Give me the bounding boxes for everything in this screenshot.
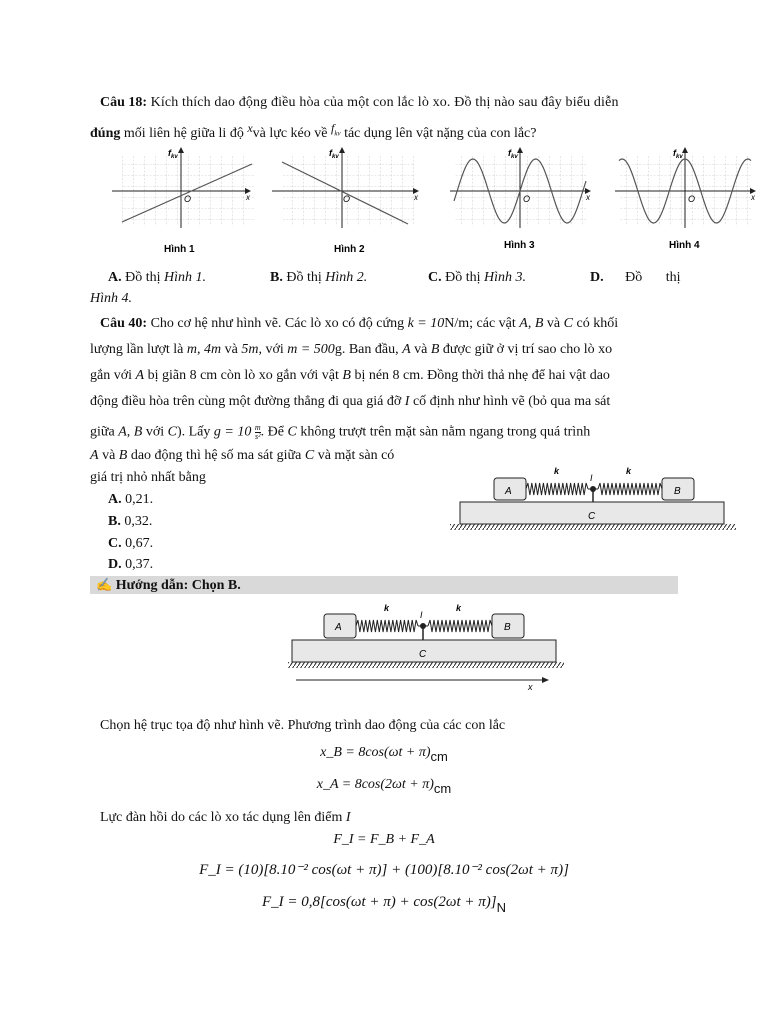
- q18-label: Câu 18:: [100, 95, 148, 110]
- q18-text-2c: tác dụng lên vật nặng của con lắc?: [344, 126, 537, 141]
- equation-fi-expanded: F_I = (10)[8.10⁻² cos(ωt + π)] + (100)[8.10⁻² cos(2ωt + π)]: [199, 862, 569, 878]
- graph-2-caption: Hình 2: [334, 244, 365, 255]
- fig2-label-B: B: [504, 622, 511, 633]
- q18-line-1: [100, 95, 619, 111]
- q18-option-a: A. Đồ thị Hình 1.: [108, 270, 207, 285]
- graph-4-ylabel: $f_{kv}$: [673, 148, 683, 160]
- q18-option-b: B. Đồ thị Hình 2.: [270, 270, 368, 285]
- fig2-label-k2: k: [456, 603, 462, 613]
- spring-right: [598, 483, 662, 495]
- graph-2-ylabel: $f_{kv}$: [329, 148, 339, 160]
- q40-line-6: A và B dao động thì hệ số ma sát giữa C và mặt sàn có: [90, 448, 395, 463]
- graph-4-origin: O: [688, 194, 696, 204]
- graph-3-origin: O: [523, 194, 531, 204]
- graph-4-caption: Hình 4: [669, 240, 700, 251]
- fig2-label-x: x: [528, 682, 533, 692]
- fig1-label-k2: k: [626, 466, 632, 476]
- graph-1-ylabel: $f_{kv}$: [168, 148, 178, 160]
- graph-2-origin: O: [343, 194, 351, 204]
- q18-option-c: C. Đồ thị Hình 3.: [428, 270, 527, 285]
- fig2-label-I: I: [420, 610, 423, 620]
- guide-title: ✍ Hướng dẫn: Chọn B.: [96, 577, 241, 593]
- q18-option-d: D. Đồ thị: [590, 270, 681, 285]
- guide-paragraph-1: Chọn hệ trục tọa độ như hình vẽ. Phương trình dao động của các con lắc: [100, 718, 506, 733]
- graph-3: [450, 148, 591, 251]
- fig2-label-C: C: [419, 649, 427, 660]
- spring-right-2: [428, 620, 492, 632]
- guide-paragraph-2: Lực đàn hồi do các lò xo tác dụng lên điểm I: [100, 810, 351, 825]
- equation-fi-sum: F_I = F_B + F_A: [333, 832, 435, 847]
- q18-var-f: $f_{kv}$: [331, 121, 341, 138]
- q40-answer-c: C. 0,67.: [108, 536, 154, 551]
- unit-fraction: $\frac{m}{\text{s²}}$: [254, 423, 261, 441]
- graph-2-xlabel: x: [414, 193, 418, 202]
- q40-line-3: gắn với A bị giãn 8 cm còn lò xo gắn với vật B bị nén 8 cm. Đồng thời thả nhẹ để hai vật dao: [90, 368, 610, 383]
- graph-1: [112, 148, 254, 255]
- q18-text-2b: và lực kéo về: [252, 126, 328, 141]
- graph-3-ylabel: $f_{kv}$: [508, 148, 518, 160]
- graph-3-caption: Hình 3: [504, 240, 535, 251]
- fig1-label-C: C: [588, 511, 596, 522]
- q18-var-x: x: [247, 121, 253, 135]
- q40-line-5: giữa A, B với C). Lấy g = 10 $\frac{m}{\text{s²}}$. Để C không trượt trên mặt sàn nằm ngang trong quá trình: [90, 423, 591, 441]
- fig2-label-A: A: [335, 622, 342, 633]
- spring-left-2: [356, 620, 418, 632]
- fig2-label-k1: k: [384, 603, 390, 613]
- q18-text-1: Kích thích dao động điều hòa của một con lắc lò xo. Đồ thị nào sau đây biểu diễn: [150, 95, 619, 110]
- q40-line-7: giá trị nhỏ nhất bằng: [90, 470, 206, 485]
- guide-figure: [286, 600, 576, 692]
- equation-fi-result: F_I = 0,8[cos(ωt + π) + cos(2ωt + π)]N: [262, 894, 506, 915]
- q18-graphs: [100, 142, 755, 260]
- pen-icon: ✍: [96, 577, 113, 592]
- q18-line-2: [90, 121, 537, 142]
- fig1-label-A: A: [505, 486, 512, 497]
- fig1-label-k1: k: [554, 466, 560, 476]
- graph-1-xlabel: x: [246, 193, 250, 202]
- equation-xb: x_B = 8cos(ωt + π)cm: [320, 745, 448, 764]
- equation-xa: x_A = 8cos(2ωt + π)cm: [316, 777, 452, 796]
- fig1-label-I: I: [590, 473, 593, 483]
- q40-answer-d: D. 0,37.: [108, 557, 154, 572]
- q18-text-2a: mối liên hệ giữa li độ: [123, 126, 244, 141]
- graph-4: [615, 148, 756, 251]
- q40-answer-b: B. 0,32.: [108, 514, 153, 529]
- q18-option-d-ref: Hình 4.: [90, 291, 132, 306]
- q40-answer-a: A. 0,21.: [108, 492, 154, 507]
- q40-figure: [448, 462, 738, 534]
- graph-3-xlabel: x: [586, 193, 590, 202]
- graph-1-origin: O: [184, 194, 192, 204]
- graph-2: [272, 148, 419, 255]
- q40-line-4: động điều hòa trên cùng một đường thẳng đi qua giá đỡ I cố định như hình vẽ (bỏ qua ma sát: [90, 394, 611, 409]
- graph-4-xlabel: x: [751, 193, 755, 202]
- graph-1-caption: Hình 1: [164, 244, 195, 255]
- fig1-label-B: B: [674, 486, 681, 497]
- q40-line-1: Câu 40: Cho cơ hệ như hình vẽ. Các lò xo có độ cứng k = 10N/m; các vật A, B và C có khối: [100, 316, 619, 331]
- q40-line-2: lượng lần lượt là m, 4m và 5m, với m = 500g. Ban đầu, A và B được giữ ở vị trí sao cho lò xo: [90, 342, 613, 357]
- spring-left: [526, 483, 588, 495]
- q18-bold-correct: đúng: [90, 126, 121, 141]
